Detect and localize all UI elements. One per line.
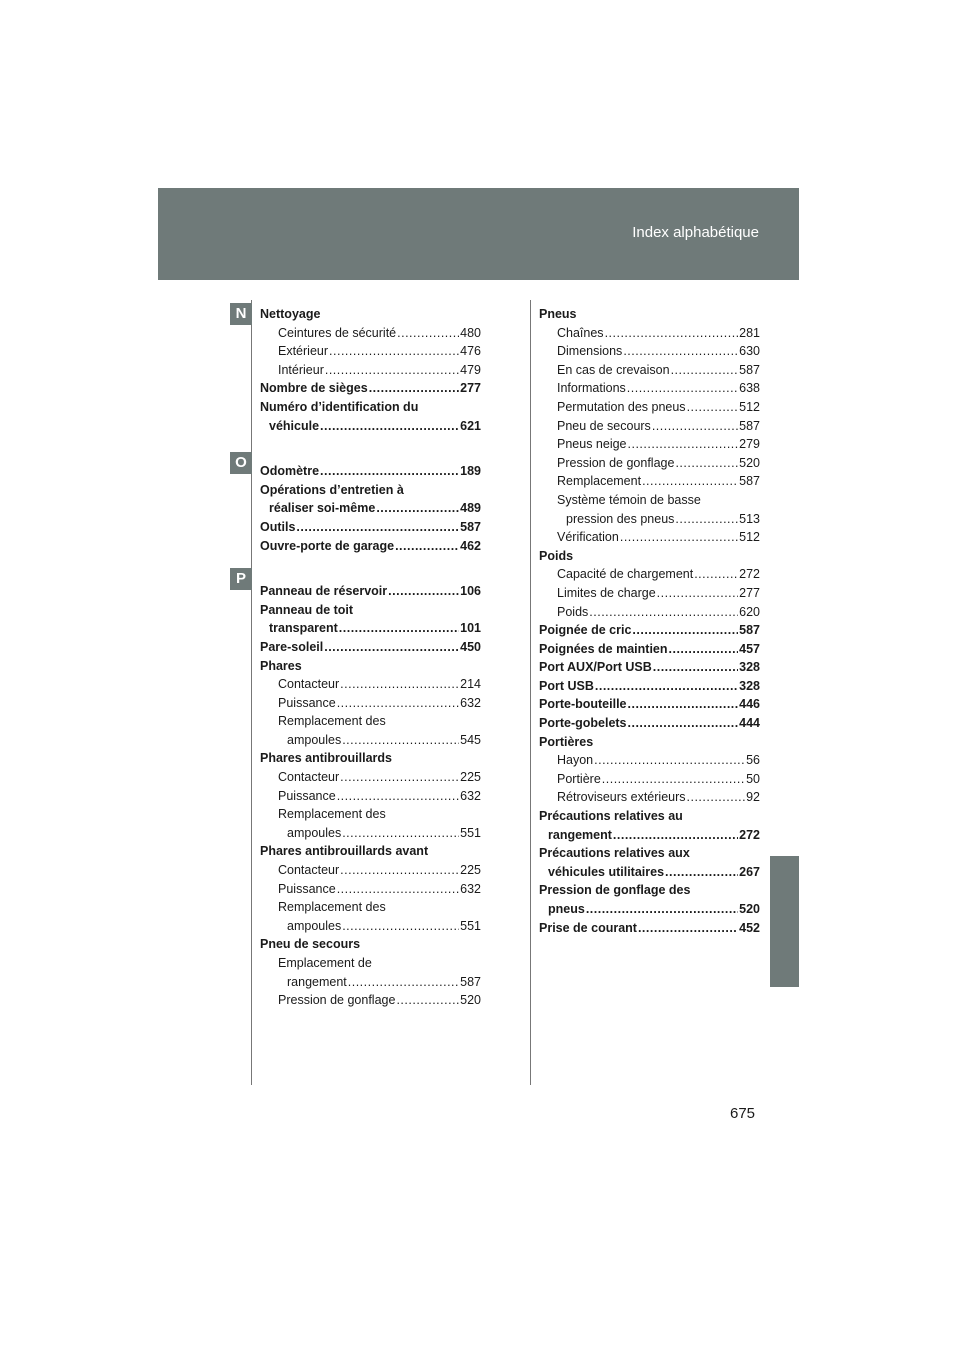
- entry-label: Porte-gobelets: [539, 716, 627, 731]
- entry-label: Numéro d’identification du: [260, 399, 419, 414]
- entry-label: véhicules utilitaires: [548, 864, 665, 879]
- index-entry: [260, 582, 481, 601]
- entry-page-number: 587: [460, 974, 481, 989]
- entry-label: Puissance: [278, 788, 336, 803]
- entry-page-number: 520: [739, 455, 760, 470]
- dot-leader: [675, 510, 738, 529]
- index-entry: [260, 462, 481, 481]
- page-header: [158, 188, 799, 280]
- index-entry: [539, 472, 760, 491]
- index-entry: [539, 547, 760, 566]
- entry-label: Odomètre: [260, 464, 320, 479]
- entry-label: pneus: [548, 902, 585, 916]
- dot-leader: [694, 565, 738, 584]
- dot-leader: [342, 824, 459, 843]
- entry-label: Pneus: [539, 307, 577, 321]
- dot-leader: [595, 677, 738, 696]
- entry-label: Porte-bouteille: [539, 697, 627, 712]
- dot-leader: [687, 788, 746, 807]
- index-entry: [260, 768, 481, 787]
- index-entry: [260, 518, 481, 537]
- dot-leader: [388, 582, 459, 601]
- entry-page-number: 272: [739, 567, 760, 582]
- dot-leader: [669, 640, 739, 659]
- entry-page-number: 450: [460, 639, 481, 654]
- dot-leader: [665, 863, 738, 882]
- entry-page-number: 277: [460, 381, 481, 396]
- index-entry: [539, 640, 760, 659]
- dot-leader: [395, 537, 459, 556]
- index-entry: [539, 677, 760, 696]
- dot-leader: [339, 619, 459, 638]
- dot-leader: [320, 417, 459, 436]
- entry-label: Pression de gonflage: [557, 455, 675, 470]
- dot-leader: [325, 361, 459, 380]
- entry-page-number: 630: [739, 344, 760, 359]
- index-entry: [539, 863, 760, 882]
- index-entry: [260, 657, 481, 676]
- dot-leader: [628, 714, 739, 733]
- entry-label: Chaînes: [557, 325, 604, 340]
- index-entry: [260, 935, 481, 954]
- entry-label: Remplacement des: [278, 900, 386, 915]
- entry-page-number: 189: [460, 464, 481, 479]
- entry-label: Puissance: [278, 881, 336, 896]
- dot-leader: [376, 499, 459, 518]
- index-entry: [260, 842, 481, 861]
- index-entry: [539, 305, 760, 324]
- section-gap: [260, 435, 481, 462]
- entry-page-number: 638: [739, 381, 760, 396]
- dot-leader: [397, 324, 459, 343]
- index-entry: [260, 861, 481, 880]
- index-entry: [260, 898, 481, 917]
- entry-page-number: 328: [739, 660, 760, 675]
- entry-page-number: 452: [739, 920, 760, 935]
- entry-label: Capacité de chargement: [557, 567, 694, 582]
- index-entry: [539, 770, 760, 789]
- index-entry: [260, 638, 481, 657]
- entry-label: Panneau de réservoir: [260, 584, 388, 599]
- dot-leader: [586, 900, 738, 919]
- entry-label: pression des pneus: [566, 511, 675, 526]
- dot-leader: [627, 379, 738, 398]
- entry-label: Port AUX/Port USB: [539, 660, 652, 675]
- entry-label: Vérification: [557, 530, 619, 545]
- entry-page-number: 225: [460, 863, 481, 878]
- entry-page-number: 587: [739, 362, 760, 377]
- index-entry: [539, 379, 760, 398]
- entry-label: Poids: [557, 604, 589, 619]
- entry-page-number: 632: [460, 881, 481, 896]
- dot-leader: [605, 324, 739, 343]
- entry-label: Port USB: [539, 678, 594, 693]
- index-entry: [539, 658, 760, 677]
- section-side-tab: [770, 856, 799, 987]
- index-entry: [539, 454, 760, 473]
- entry-label: ampoules: [287, 825, 342, 840]
- index-entry: [260, 342, 481, 361]
- entry-label: Portière: [557, 771, 601, 786]
- entry-label: Poignées de maintien: [539, 641, 668, 656]
- entry-page-number: 101: [460, 621, 481, 636]
- entry-label: Ceintures de sécurité: [278, 325, 397, 340]
- dot-leader: [653, 658, 738, 677]
- dot-leader: [396, 991, 459, 1010]
- entry-page-number: 225: [460, 770, 481, 785]
- entry-page-number: 545: [460, 732, 481, 747]
- entry-label: Précautions relatives aux: [539, 846, 690, 861]
- index-entry: [260, 880, 481, 899]
- index-entry: [539, 510, 760, 529]
- index-entry: [260, 694, 481, 713]
- index-entry: [260, 398, 481, 417]
- entry-page-number: 279: [739, 437, 760, 452]
- index-entry: [539, 714, 760, 733]
- dot-leader: [638, 919, 738, 938]
- index-entry: [539, 342, 760, 361]
- dot-leader: [342, 731, 459, 750]
- index-entry: [260, 712, 481, 731]
- page-number: 675: [730, 1105, 756, 1122]
- letter-marker-n: N: [230, 303, 252, 325]
- entry-page-number: 476: [460, 344, 481, 359]
- entry-label: rangement: [287, 974, 347, 989]
- index-entry: [260, 991, 481, 1010]
- dot-leader: [337, 880, 459, 899]
- entry-page-number: 444: [739, 716, 760, 731]
- entry-page-number: 587: [739, 623, 760, 638]
- entry-page-number: 621: [460, 418, 481, 433]
- entry-label: Ouvre-porte de garage: [260, 538, 395, 553]
- entry-page-number: 632: [460, 695, 481, 710]
- entry-page-number: 446: [739, 697, 760, 712]
- entry-label: En cas de crevaison: [557, 362, 670, 377]
- index-entry: [260, 417, 481, 436]
- entry-label: ampoules: [287, 918, 342, 933]
- dot-leader: [594, 751, 745, 770]
- dot-leader: [675, 454, 738, 473]
- index-entry: [260, 787, 481, 806]
- entry-label: Pression de gonflage des: [539, 883, 691, 898]
- index-entry: [260, 917, 481, 936]
- index-entry: [539, 844, 760, 863]
- entry-page-number: 513: [739, 511, 760, 526]
- entry-page-number: 106: [460, 584, 481, 599]
- dot-leader: [337, 694, 459, 713]
- index-column-left: [260, 305, 481, 1010]
- letter-marker-o: O: [230, 452, 252, 474]
- dot-leader: [324, 638, 459, 657]
- index-entry: [260, 305, 481, 324]
- dot-leader: [652, 417, 738, 436]
- dot-leader: [623, 342, 738, 361]
- entry-label: Informations: [557, 381, 626, 396]
- entry-page-number: 489: [460, 501, 481, 516]
- index-column-right: [539, 305, 760, 937]
- index-entry: [539, 900, 760, 919]
- dot-leader: [369, 379, 459, 398]
- index-entry: [260, 619, 481, 638]
- entry-page-number: 520: [739, 902, 760, 916]
- entry-page-number: 214: [460, 677, 481, 692]
- dot-leader: [340, 675, 459, 694]
- entry-label: Pression de gonflage: [278, 993, 396, 1008]
- entry-label: Contacteur: [278, 863, 340, 878]
- entry-label: Extérieur: [278, 344, 329, 359]
- index-entry: [539, 807, 760, 826]
- entry-label: Puissance: [278, 695, 336, 710]
- index-entry: [260, 601, 481, 620]
- entry-label: Poids: [539, 548, 574, 563]
- entry-label: Nombre de sièges: [260, 381, 368, 396]
- entry-label: Contacteur: [278, 770, 340, 785]
- index-entry: [539, 751, 760, 770]
- entry-label: réaliser soi-même: [269, 501, 376, 516]
- index-entry: [260, 954, 481, 973]
- dot-leader: [632, 621, 738, 640]
- dot-leader: [340, 768, 459, 787]
- dot-leader: [628, 435, 739, 454]
- entry-label: Panneau de toit: [260, 602, 354, 617]
- entry-page-number: 92: [746, 790, 760, 805]
- letter-marker-p: P: [230, 568, 252, 590]
- entry-label: Phares: [260, 658, 302, 673]
- index-entry: [260, 805, 481, 824]
- index-entry: [539, 361, 760, 380]
- entry-label: Pare-soleil: [260, 639, 324, 654]
- entry-label: Portières: [539, 734, 594, 749]
- index-entry: [260, 973, 481, 992]
- entry-page-number: 551: [460, 918, 481, 933]
- dot-leader: [342, 917, 459, 936]
- index-entry: [539, 435, 760, 454]
- index-entry: [539, 324, 760, 343]
- dot-leader: [329, 342, 459, 361]
- index-entry: [260, 731, 481, 750]
- entry-label: Précautions relatives au: [539, 809, 683, 824]
- index-entry: [539, 491, 760, 510]
- dot-leader: [320, 462, 459, 481]
- section-gap: [260, 555, 481, 582]
- dot-leader: [602, 770, 745, 789]
- index-entry: [539, 603, 760, 622]
- index-entry: [260, 824, 481, 843]
- dot-leader: [620, 528, 738, 547]
- entry-label: Remplacement des: [278, 807, 386, 822]
- entry-page-number: 480: [460, 325, 481, 340]
- dot-leader: [296, 518, 459, 537]
- entry-page-number: 587: [739, 474, 760, 489]
- entry-label: Poignée de cric: [539, 623, 632, 638]
- dot-leader: [613, 826, 738, 845]
- index-entry: [260, 749, 481, 768]
- entry-label: Permutation des pneus: [557, 399, 686, 414]
- index-entry: [539, 621, 760, 640]
- dot-leader: [671, 361, 739, 380]
- entry-label: véhicule: [269, 418, 320, 433]
- index-entry: [260, 481, 481, 500]
- index-entry: [260, 537, 481, 556]
- index-entry: [539, 398, 760, 417]
- entry-page-number: 462: [460, 538, 481, 553]
- entry-page-number: 267: [739, 864, 760, 879]
- entry-page-number: 587: [460, 519, 481, 534]
- dot-leader: [337, 787, 459, 806]
- entry-label: Remplacement des: [278, 714, 386, 729]
- entry-label: Pneu de secours: [260, 937, 361, 952]
- entry-page-number: 512: [739, 399, 760, 414]
- left-column-rule: [251, 300, 252, 1085]
- index-entry: [260, 379, 481, 398]
- dot-leader: [589, 603, 738, 622]
- index-entry: [539, 528, 760, 547]
- entry-page-number: 632: [460, 788, 481, 803]
- entry-label: ampoules: [287, 732, 342, 747]
- entry-label: Nettoyage: [260, 307, 321, 321]
- dot-leader: [687, 398, 739, 417]
- entry-label: Dimensions: [557, 344, 623, 359]
- index-entry: [539, 788, 760, 807]
- entry-page-number: 551: [460, 825, 481, 840]
- entry-page-number: 277: [739, 585, 760, 600]
- entry-label: Rétroviseurs extérieurs: [557, 790, 686, 805]
- index-entry: [539, 565, 760, 584]
- entry-page-number: 272: [739, 827, 760, 842]
- index-entry: [539, 919, 760, 938]
- entry-label: Limites de charge: [557, 585, 656, 600]
- entry-label: Outils: [260, 519, 296, 534]
- entry-label: Pneus neige: [557, 437, 627, 452]
- dot-leader: [657, 584, 738, 603]
- index-entry: [260, 324, 481, 343]
- entry-page-number: 328: [739, 678, 760, 693]
- entry-label: Contacteur: [278, 677, 340, 692]
- right-column-rule: [530, 300, 531, 1085]
- index-entry: [260, 499, 481, 518]
- index-entry: [539, 733, 760, 752]
- entry-page-number: 281: [739, 325, 760, 340]
- entry-label: transparent: [269, 621, 338, 636]
- entry-label: Remplacement: [557, 474, 642, 489]
- dot-leader: [348, 973, 459, 992]
- entry-label: Pneu de secours: [557, 418, 651, 433]
- entry-label: rangement: [548, 827, 612, 842]
- entry-page-number: 587: [739, 418, 760, 433]
- index-entry: [539, 417, 760, 436]
- entry-label: Phares antibrouillards: [260, 751, 392, 766]
- entry-page-number: 620: [739, 604, 760, 619]
- entry-label: Hayon: [557, 753, 594, 768]
- entry-page-number: 457: [739, 641, 760, 656]
- entry-page-number: 479: [460, 362, 481, 377]
- dot-leader: [340, 861, 459, 880]
- index-entry: [539, 695, 760, 714]
- entry-label: Système témoin de basse: [557, 492, 701, 507]
- entry-page-number: 56: [746, 753, 760, 768]
- index-entry: [260, 675, 481, 694]
- entry-label: Emplacement de: [278, 956, 372, 970]
- header-title: Index alphabétique: [632, 224, 759, 241]
- entry-label: Intérieur: [278, 362, 324, 377]
- dot-leader: [628, 695, 739, 714]
- dot-leader: [642, 472, 738, 491]
- index-entry: [539, 584, 760, 603]
- index-entry: [539, 881, 760, 900]
- index-entry: [539, 826, 760, 845]
- entry-page-number: 512: [739, 530, 760, 545]
- index-entry: [260, 361, 481, 380]
- entry-label: Opérations d’entretien à: [260, 482, 404, 497]
- entry-page-number: 50: [746, 771, 760, 786]
- entry-label: Prise de courant: [539, 920, 637, 935]
- entry-label: Phares antibrouillards avant: [260, 844, 429, 859]
- entry-page-number: 520: [460, 993, 481, 1008]
